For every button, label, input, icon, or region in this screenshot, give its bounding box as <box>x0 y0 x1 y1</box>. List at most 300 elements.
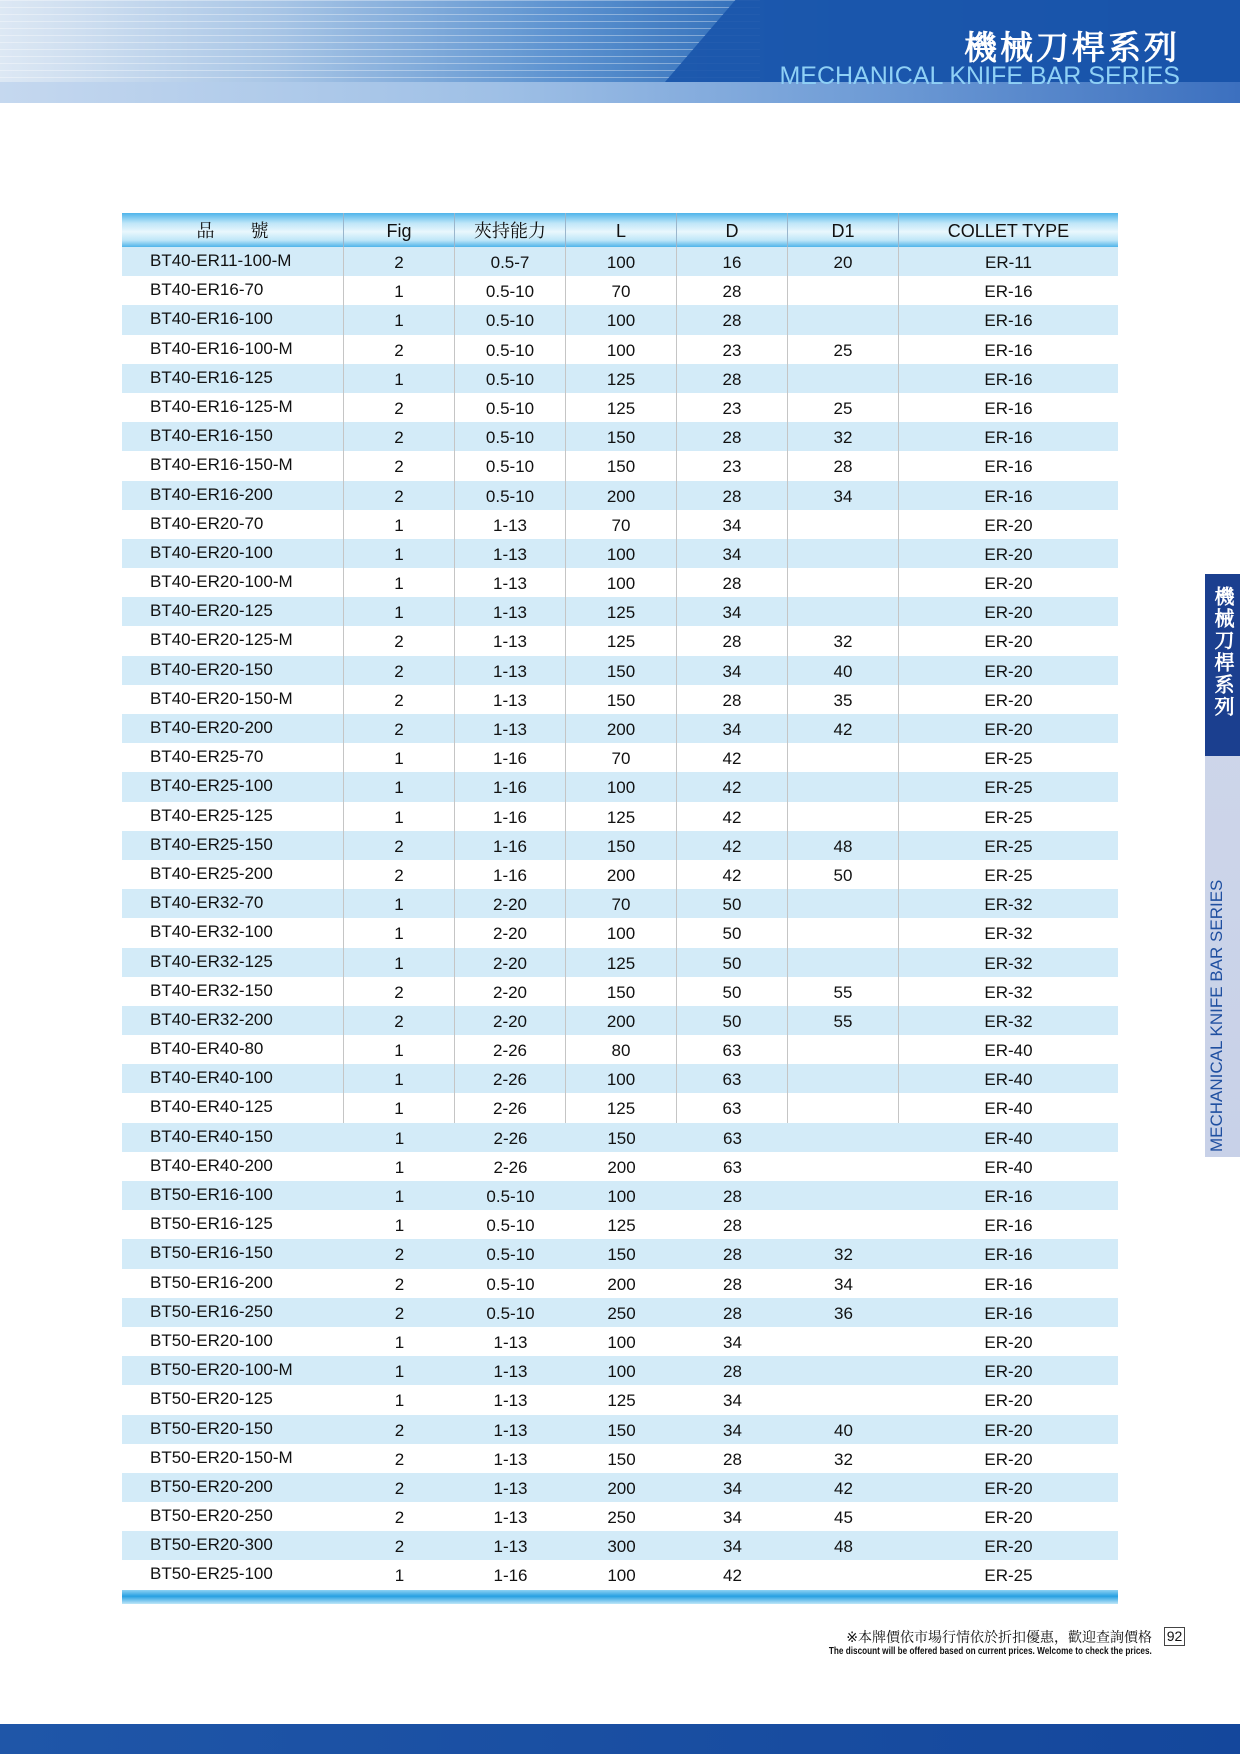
table-cell: 1 <box>344 1093 455 1122</box>
table-row <box>122 1210 1118 1239</box>
table-cell: 2 <box>344 977 455 1006</box>
table-cell: 100 <box>566 335 677 364</box>
table-cell <box>788 1064 899 1093</box>
table-cell <box>788 539 899 568</box>
table-cell: 200 <box>607 1274 636 1294</box>
table-row <box>122 364 1118 393</box>
table-cell: ER-40 <box>984 1099 1033 1119</box>
table-cell: 2-26 <box>493 1157 528 1177</box>
table-cell: 1-16 <box>455 743 566 772</box>
table-cell: 42 <box>677 743 788 772</box>
column-header: D1 <box>788 213 899 247</box>
table-cell: 0.5-10 <box>455 422 566 451</box>
part-number-cell: BT40-ER20-150 <box>122 656 344 685</box>
side-tab-label-zh: 機械刀桿系列 <box>1211 586 1233 718</box>
table-cell: ER-20 <box>984 515 1033 535</box>
part-number-cell: BT50-ER16-200 <box>150 1272 273 1292</box>
table-cell: 28 <box>677 626 788 655</box>
table-cell: ER-20 <box>984 661 1033 681</box>
table-cell: ER-16 <box>984 369 1033 389</box>
table-row <box>122 422 1118 451</box>
table-cell: 1-13 <box>455 510 566 539</box>
table-cell: 2 <box>344 714 455 743</box>
table-row <box>122 626 1118 655</box>
table-cell: 40 <box>834 1420 853 1440</box>
table-row <box>122 1269 1118 1298</box>
table-cell: 34 <box>723 1391 742 1411</box>
table-cell: 1-13 <box>455 568 566 597</box>
table-cell: 2 <box>394 1478 405 1498</box>
table-body <box>122 247 1118 1590</box>
table-cell: 125 <box>566 626 677 655</box>
table-cell <box>788 1327 899 1356</box>
table-cell: 200 <box>566 1006 677 1035</box>
table-cell: 1 <box>394 1157 405 1177</box>
table-cell: 150 <box>566 977 677 1006</box>
table-cell <box>788 1035 899 1064</box>
table-cell: 1-13 <box>455 685 566 714</box>
table-cell: 1-16 <box>455 860 566 889</box>
table-row <box>122 276 1118 305</box>
part-number-cell: BT40-ER32-70 <box>122 889 344 918</box>
table-cell <box>788 1356 899 1385</box>
table-cell: 125 <box>566 597 677 626</box>
part-number-cell: BT50-ER20-100-M <box>150 1360 293 1380</box>
table-cell: 70 <box>566 889 677 918</box>
table-cell: ER-20 <box>984 1332 1033 1352</box>
column-header: COLLET TYPE <box>947 221 1070 241</box>
part-number-cell: BT40-ER20-125-M <box>122 626 344 655</box>
table-cell: 300 <box>607 1537 636 1557</box>
table-cell: ER-32 <box>984 953 1033 973</box>
table-cell: 2-26 <box>493 1128 528 1148</box>
table-cell: 23 <box>677 451 788 480</box>
part-number-cell: BT40-ER40-150 <box>150 1126 273 1146</box>
side-tab-label-en: MECHANICAL KNIFE BAR SERIES <box>1207 879 1226 1152</box>
part-number-cell: BT40-ER32-200 <box>122 1006 344 1035</box>
table-row <box>122 1444 1118 1473</box>
table-cell: ER-20 <box>984 544 1033 564</box>
part-number-cell: BT40-ER40-125 <box>122 1093 344 1122</box>
table-cell: 2 <box>394 1245 405 1265</box>
table-row <box>122 510 1118 539</box>
table-cell: 34 <box>677 539 788 568</box>
table-cell: ER-16 <box>984 486 1033 506</box>
table-cell: 2-26 <box>455 1035 566 1064</box>
table-row <box>122 1298 1118 1327</box>
table-row <box>122 451 1118 480</box>
page-footer-bar <box>0 1724 1240 1754</box>
table-cell: 1-13 <box>493 1449 528 1469</box>
table-cell: 34 <box>677 714 788 743</box>
table-row <box>122 656 1118 685</box>
table-cell: 1 <box>344 772 455 801</box>
table-row <box>122 393 1118 422</box>
part-number-cell: BT40-ER20-100 <box>122 539 344 568</box>
table-cell: 1 <box>344 568 455 597</box>
table-cell: 50 <box>677 977 788 1006</box>
table-cell: 25 <box>788 335 899 364</box>
side-tab-dark-block <box>1205 574 1240 756</box>
part-number-cell: BT40-ER16-70 <box>122 276 344 305</box>
table-cell: 2 <box>394 1537 405 1557</box>
table-row <box>122 1181 1118 1210</box>
table-cell: 2 <box>344 393 455 422</box>
table-cell: 100 <box>566 539 677 568</box>
table-cell <box>788 1152 899 1181</box>
table-cell: 1 <box>344 948 455 977</box>
table-cell: 100 <box>607 1332 636 1352</box>
table-cell: 42 <box>723 1566 742 1586</box>
table-footer-bar <box>122 1590 1118 1604</box>
table-cell: 2 <box>344 685 455 714</box>
table-cell <box>788 1181 899 1210</box>
table-cell: 0.5-10 <box>486 1216 535 1236</box>
table-cell: 63 <box>677 1064 788 1093</box>
table-cell: 150 <box>607 1245 636 1265</box>
table-cell: 63 <box>723 1157 742 1177</box>
table-row <box>122 1385 1118 1414</box>
table-cell: 100 <box>607 1187 636 1206</box>
part-number-cell: BT50-ER20-200 <box>150 1476 273 1496</box>
part-number-cell: BT40-ER16-125-M <box>122 393 344 422</box>
table-row <box>122 743 1118 772</box>
table-cell: ER-25 <box>984 865 1033 885</box>
table-cell: ER-25 <box>984 749 1033 769</box>
table-cell: ER-40 <box>984 1128 1033 1148</box>
table-cell: 42 <box>677 860 788 889</box>
table-cell: 16 <box>677 247 788 276</box>
part-number-cell: BT40-ER40-200 <box>150 1155 273 1175</box>
part-number-cell: BT50-ER16-250 <box>150 1301 273 1321</box>
table-cell: 100 <box>566 918 677 947</box>
table-cell: ER-25 <box>984 1566 1033 1586</box>
page-title-zh: 機械刀桿系列 <box>964 29 1180 66</box>
table-row <box>122 1093 1118 1122</box>
table-cell: 1-13 <box>455 539 566 568</box>
table-row <box>122 1006 1118 1035</box>
side-section-tab <box>1205 574 1240 1157</box>
table-cell: 1-16 <box>493 1566 528 1586</box>
table-cell: 125 <box>566 1093 677 1122</box>
table-cell: 2 <box>344 247 455 276</box>
table-cell: 125 <box>566 802 677 831</box>
table-row <box>122 714 1118 743</box>
table-cell: ER-32 <box>984 924 1033 944</box>
table-cell: 0.5-10 <box>455 335 566 364</box>
table-cell: 63 <box>677 1093 788 1122</box>
table-cell: 70 <box>566 743 677 772</box>
table-row <box>122 831 1118 860</box>
table-cell: 2-20 <box>455 1006 566 1035</box>
table-cell <box>788 948 899 977</box>
table-cell: 1 <box>344 305 455 334</box>
part-number-cell: BT50-ER20-150-M <box>150 1447 293 1467</box>
table-cell: ER-20 <box>984 1508 1033 1528</box>
table-cell: 1-13 <box>493 1362 528 1382</box>
table-cell: 1 <box>344 743 455 772</box>
table-cell: 34 <box>723 1478 742 1498</box>
table-cell: 1 <box>394 1362 405 1382</box>
table-cell: 50 <box>788 860 899 889</box>
table-cell: 100 <box>566 1064 677 1093</box>
part-number-cell: BT40-ER25-100 <box>122 772 344 801</box>
table-cell: 150 <box>566 451 677 480</box>
table-cell: 34 <box>677 656 788 685</box>
table-cell <box>788 597 899 626</box>
part-number-cell: BT40-ER25-125 <box>122 802 344 831</box>
table-row <box>122 1531 1118 1560</box>
table-cell: 80 <box>566 1035 677 1064</box>
table-cell: 63 <box>723 1128 742 1148</box>
table-cell: ER-40 <box>984 1070 1033 1090</box>
table-cell: 1 <box>344 1035 455 1064</box>
table-row <box>122 1035 1118 1064</box>
table-cell: 2-20 <box>455 889 566 918</box>
table-row <box>122 1415 1118 1444</box>
part-number-cell: BT40-ER16-150 <box>122 422 344 451</box>
spec-table <box>122 213 1118 1604</box>
table-cell: ER-16 <box>984 1216 1033 1236</box>
table-cell: ER-20 <box>984 1362 1033 1382</box>
table-cell: 2 <box>394 1508 405 1528</box>
table-cell: 1 <box>344 539 455 568</box>
table-cell: 1 <box>344 364 455 393</box>
table-cell <box>788 1123 899 1152</box>
table-cell: ER-16 <box>984 1274 1033 1294</box>
table-cell: 28 <box>677 305 788 334</box>
table-cell: 0.5-10 <box>486 1187 535 1206</box>
table-row <box>122 860 1118 889</box>
table-cell: ER-20 <box>984 632 1033 652</box>
part-number-cell: BT50-ER20-300 <box>150 1535 273 1555</box>
table-cell: 100 <box>566 568 677 597</box>
table-cell: ER-16 <box>984 1303 1033 1323</box>
table-cell: 28 <box>723 1449 742 1469</box>
page-title-en: MECHANICAL KNIFE BAR SERIES <box>779 62 1180 90</box>
table-cell <box>788 364 899 393</box>
table-cell: 55 <box>788 1006 899 1035</box>
table-cell: 125 <box>566 364 677 393</box>
table-cell: 32 <box>834 1245 853 1265</box>
part-number-cell: BT40-ER32-100 <box>122 918 344 947</box>
table-cell: 0.5-7 <box>455 247 566 276</box>
table-row <box>122 948 1118 977</box>
table-cell: 50 <box>677 889 788 918</box>
table-cell: 1 <box>394 1216 405 1236</box>
table-cell: 2-20 <box>455 948 566 977</box>
table-cell: 1-13 <box>493 1537 528 1557</box>
table-cell: ER-40 <box>984 1157 1033 1177</box>
table-cell: 50 <box>677 948 788 977</box>
table-row <box>122 1123 1118 1152</box>
table-cell: 28 <box>723 1187 742 1206</box>
table-cell: 1 <box>344 802 455 831</box>
table-cell: 150 <box>607 1449 636 1469</box>
table-cell: 28 <box>677 481 788 510</box>
part-number-cell: BT40-ER16-100 <box>122 305 344 334</box>
table-cell: ER-16 <box>984 1245 1033 1265</box>
part-number-cell: BT40-ER20-100-M <box>122 568 344 597</box>
table-cell: 23 <box>677 335 788 364</box>
table-cell: ER-32 <box>984 982 1033 1002</box>
table-row <box>122 1327 1118 1356</box>
table-cell: 1 <box>394 1566 405 1586</box>
table-cell <box>788 305 899 334</box>
table-cell: 2 <box>394 1274 405 1294</box>
table-cell <box>788 510 899 539</box>
part-number-cell: BT40-ER20-150-M <box>122 685 344 714</box>
table-cell: 200 <box>566 714 677 743</box>
table-cell: 150 <box>566 656 677 685</box>
table-cell: 36 <box>834 1303 853 1323</box>
part-number-cell: BT40-ER32-125 <box>122 948 344 977</box>
part-number-cell: BT40-ER20-125 <box>122 597 344 626</box>
table-cell: 2-20 <box>455 918 566 947</box>
table-cell: 50 <box>677 918 788 947</box>
part-number-cell: BT50-ER20-100 <box>150 1330 273 1350</box>
table-cell: 2 <box>344 1006 455 1035</box>
table-cell: 55 <box>788 977 899 1006</box>
table-cell: 1 <box>394 1128 405 1148</box>
table-cell: 28 <box>788 451 899 480</box>
table-cell: 28 <box>723 1362 742 1382</box>
table-cell: ER-25 <box>984 807 1033 827</box>
table-cell: ER-11 <box>985 253 1032 272</box>
part-number-cell: BT50-ER20-250 <box>150 1506 273 1526</box>
table-cell: ER-16 <box>984 1187 1033 1206</box>
part-number-cell: BT40-ER16-150-M <box>122 451 344 480</box>
part-number-cell: BT40-ER40-80 <box>122 1035 344 1064</box>
table-cell: 2 <box>394 1420 405 1440</box>
table-row <box>122 597 1118 626</box>
table-cell: 34 <box>834 1274 853 1294</box>
column-header: 品 號 <box>122 213 344 247</box>
table-cell: 150 <box>607 1128 636 1148</box>
table-cell: 2 <box>394 1449 405 1469</box>
table-cell: ER-25 <box>984 836 1033 856</box>
part-number-cell: BT40-ER25-70 <box>122 743 344 772</box>
table-cell: 200 <box>607 1478 636 1498</box>
part-number-cell: BT40-ER20-70 <box>122 510 344 539</box>
table-cell: ER-20 <box>984 1537 1033 1557</box>
table-cell: 150 <box>566 685 677 714</box>
table-cell: 48 <box>788 831 899 860</box>
table-cell: ER-20 <box>984 690 1033 710</box>
table-cell: 1-13 <box>493 1508 528 1528</box>
table-cell: 125 <box>566 393 677 422</box>
table-cell: 2 <box>394 1303 405 1323</box>
table-cell <box>788 889 899 918</box>
table-cell <box>788 743 899 772</box>
table-row <box>122 335 1118 364</box>
part-number-cell: BT50-ER20-125 <box>150 1389 273 1409</box>
table-cell: 0.5-10 <box>455 364 566 393</box>
table-cell: 2 <box>344 422 455 451</box>
table-cell <box>788 1093 899 1122</box>
table-cell: 28 <box>723 1303 742 1323</box>
page-number: 92 <box>1164 1627 1185 1646</box>
table-cell <box>788 276 899 305</box>
part-number-cell: BT40-ER16-100-M <box>122 335 344 364</box>
table-cell: 200 <box>607 1157 636 1177</box>
table-cell: 100 <box>607 1566 636 1586</box>
table-header <box>122 213 1118 247</box>
table-cell: ER-20 <box>984 1391 1033 1411</box>
table-cell: 0.5-10 <box>486 1303 535 1323</box>
table-cell: 1 <box>344 918 455 947</box>
table-row <box>122 685 1118 714</box>
column-header: 夾持能力 <box>455 213 566 247</box>
table-row <box>122 1560 1118 1589</box>
table-cell: 28 <box>723 1274 742 1294</box>
table-cell: 2 <box>344 481 455 510</box>
table-row <box>122 1356 1118 1385</box>
table-cell: 2 <box>344 831 455 860</box>
table-cell: 42 <box>677 772 788 801</box>
part-number-cell: BT40-ER32-150 <box>122 977 344 1006</box>
table-cell: 70 <box>566 510 677 539</box>
table-cell: ER-32 <box>984 1011 1033 1031</box>
table-cell: 34 <box>677 510 788 539</box>
table-cell: 100 <box>566 305 677 334</box>
table-cell: 1 <box>394 1391 405 1411</box>
table-cell: 1 <box>344 889 455 918</box>
table-cell: 125 <box>607 1216 636 1236</box>
part-number-cell: BT40-ER20-200 <box>122 714 344 743</box>
part-number-cell: BT40-ER25-200 <box>122 860 344 889</box>
table-cell: 200 <box>566 860 677 889</box>
table-cell <box>788 1385 899 1414</box>
table-cell: 0.5-10 <box>455 276 566 305</box>
table-cell: 42 <box>677 802 788 831</box>
table-cell: 50 <box>677 1006 788 1035</box>
price-note-zh: ※本牌價依市場行情依於折扣優惠，歡迎查詢價格 <box>846 1629 1152 1645</box>
table-cell <box>788 568 899 597</box>
table-cell: ER-20 <box>984 1478 1033 1498</box>
table-cell: 200 <box>566 481 677 510</box>
table-row <box>122 918 1118 947</box>
table-cell: ER-16 <box>984 398 1033 418</box>
table-cell: 32 <box>788 626 899 655</box>
table-cell: ER-25 <box>984 778 1033 798</box>
table-cell: 1-13 <box>493 1332 528 1352</box>
table-cell: 35 <box>788 685 899 714</box>
part-number-cell: BT40-ER11-100-M <box>122 247 344 276</box>
table-cell: 2-26 <box>455 1093 566 1122</box>
table-cell: 25 <box>788 393 899 422</box>
table-cell: ER-20 <box>984 1449 1033 1469</box>
table-cell: 1 <box>344 276 455 305</box>
table-cell: 0.5-10 <box>455 305 566 334</box>
table-cell: 0.5-10 <box>455 451 566 480</box>
table-row <box>122 1473 1118 1502</box>
table-cell: 1-13 <box>493 1391 528 1411</box>
table-cell: 1 <box>344 510 455 539</box>
table-cell: ER-16 <box>984 282 1033 302</box>
table-cell: 28 <box>723 1245 742 1265</box>
table-cell: 34 <box>788 481 899 510</box>
table-cell <box>788 802 899 831</box>
part-number-cell: BT50-ER16-150 <box>150 1243 273 1263</box>
table-row <box>122 1502 1118 1531</box>
table-cell: 250 <box>607 1303 636 1323</box>
table-cell: 0.5-10 <box>486 1245 535 1265</box>
table-cell: 40 <box>788 656 899 685</box>
table-row <box>122 568 1118 597</box>
table-cell: 1-13 <box>493 1420 528 1440</box>
table-cell: 2 <box>344 451 455 480</box>
